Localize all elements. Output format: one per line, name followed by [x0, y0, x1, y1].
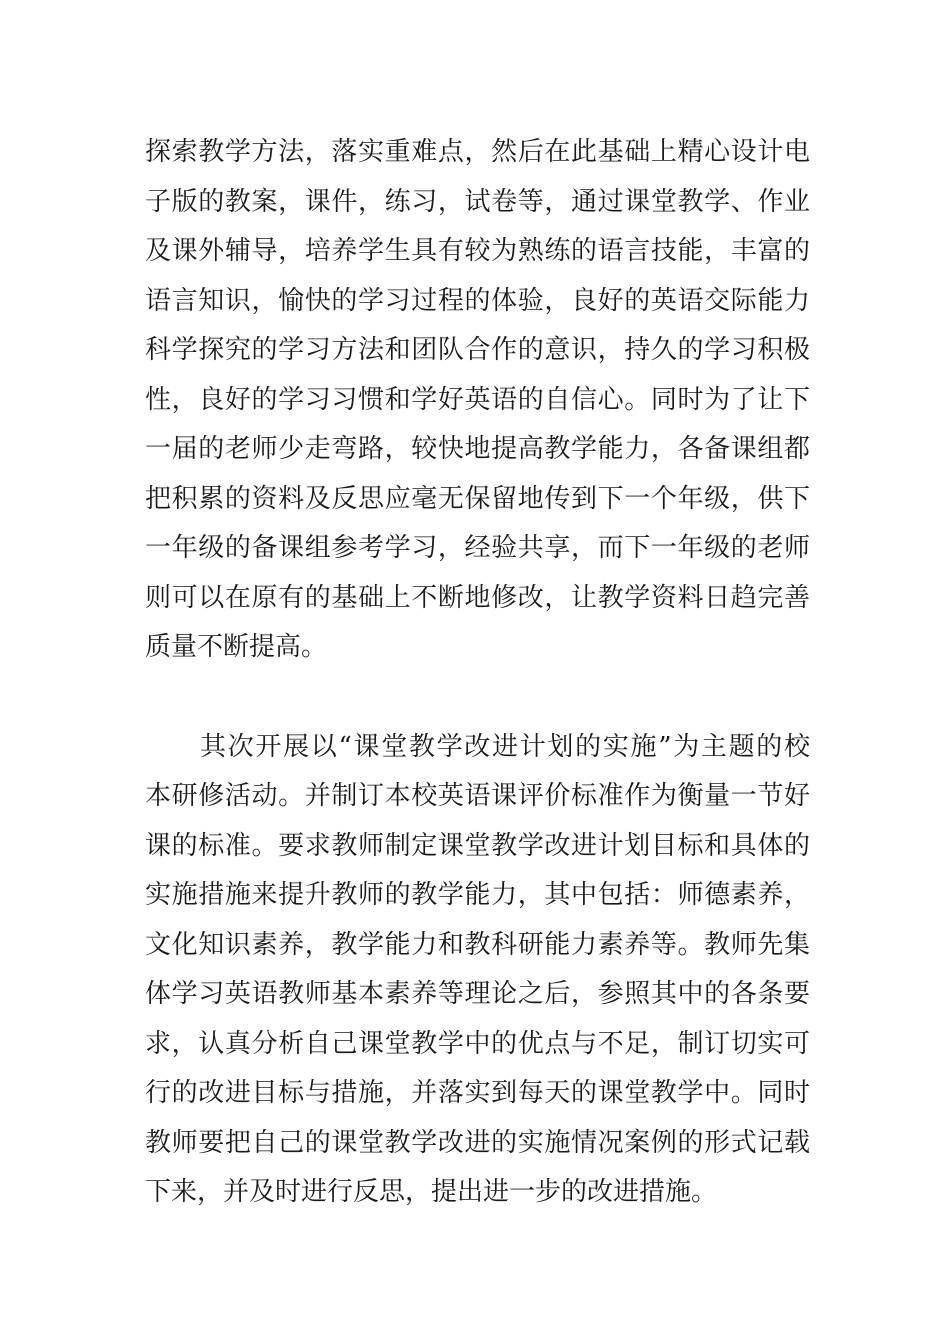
text-line: 科学探究的学习方法和团队合作的意识，持久的学习积极 [145, 335, 810, 365]
text-line: 实施措施来提升教师的教学能力，其中包括：师德素养， [145, 880, 810, 910]
text-line: 性，良好的学习习惯和学好英语的自信心。同时为了让下 [145, 385, 810, 415]
text-line: 求，认真分析自己课堂教学中的优点与不足，制订切实可 [145, 1029, 810, 1059]
text-line: 下来，并及时进行反思，提出进一步的改进措施。 [145, 1177, 718, 1207]
text-line: 一届的老师少走弯路，较快地提高教学能力，各备课组都 [145, 434, 810, 464]
text-line: 行的改进目标与措施，并落实到每天的课堂教学中。同时 [145, 1078, 810, 1108]
text-line: 本研修活动。并制订本校英语课评价标准作为衡量一节好 [145, 781, 810, 811]
text-line: 及课外辅导，培养学生具有较为熟练的语言技能，丰富的 [145, 236, 810, 266]
text-line: 质量不断提高。 [145, 632, 328, 662]
text-line: 一年级的备课组参考学习，经验共享，而下一年级的老师 [145, 533, 810, 563]
text-line: 体学习英语教师基本素养等理论之后，参照其中的各条要 [145, 979, 810, 1009]
text-line: 语言知识，愉快的学习过程的体验，良好的英语交际能力 [145, 286, 810, 316]
text-line: 课的标准。要求教师制定课堂教学改进计划目标和具体的 [145, 831, 810, 861]
text-line: 子版的教案，课件，练习，试卷等，通过课堂教学、作业 [145, 187, 810, 217]
text-line: 探索教学方法，落实重难点，然后在此基础上精心设计电 [145, 137, 810, 167]
text-line: 把积累的资料及反思应毫无保留地传到下一个年级，供下 [145, 484, 810, 514]
text-line-indented: 其次开展以“课堂教学改进计划的实施”为主题的校 [200, 732, 810, 762]
text-line: 则可以在原有的基础上不断地修改，让教学资料日趋完善 [145, 583, 810, 613]
text-line: 教师要把自己的课堂教学改进的实施情况案例的形式记载 [145, 1128, 810, 1158]
text-line: 文化知识素养，教学能力和教科研能力素养等。教师先集 [145, 930, 810, 960]
